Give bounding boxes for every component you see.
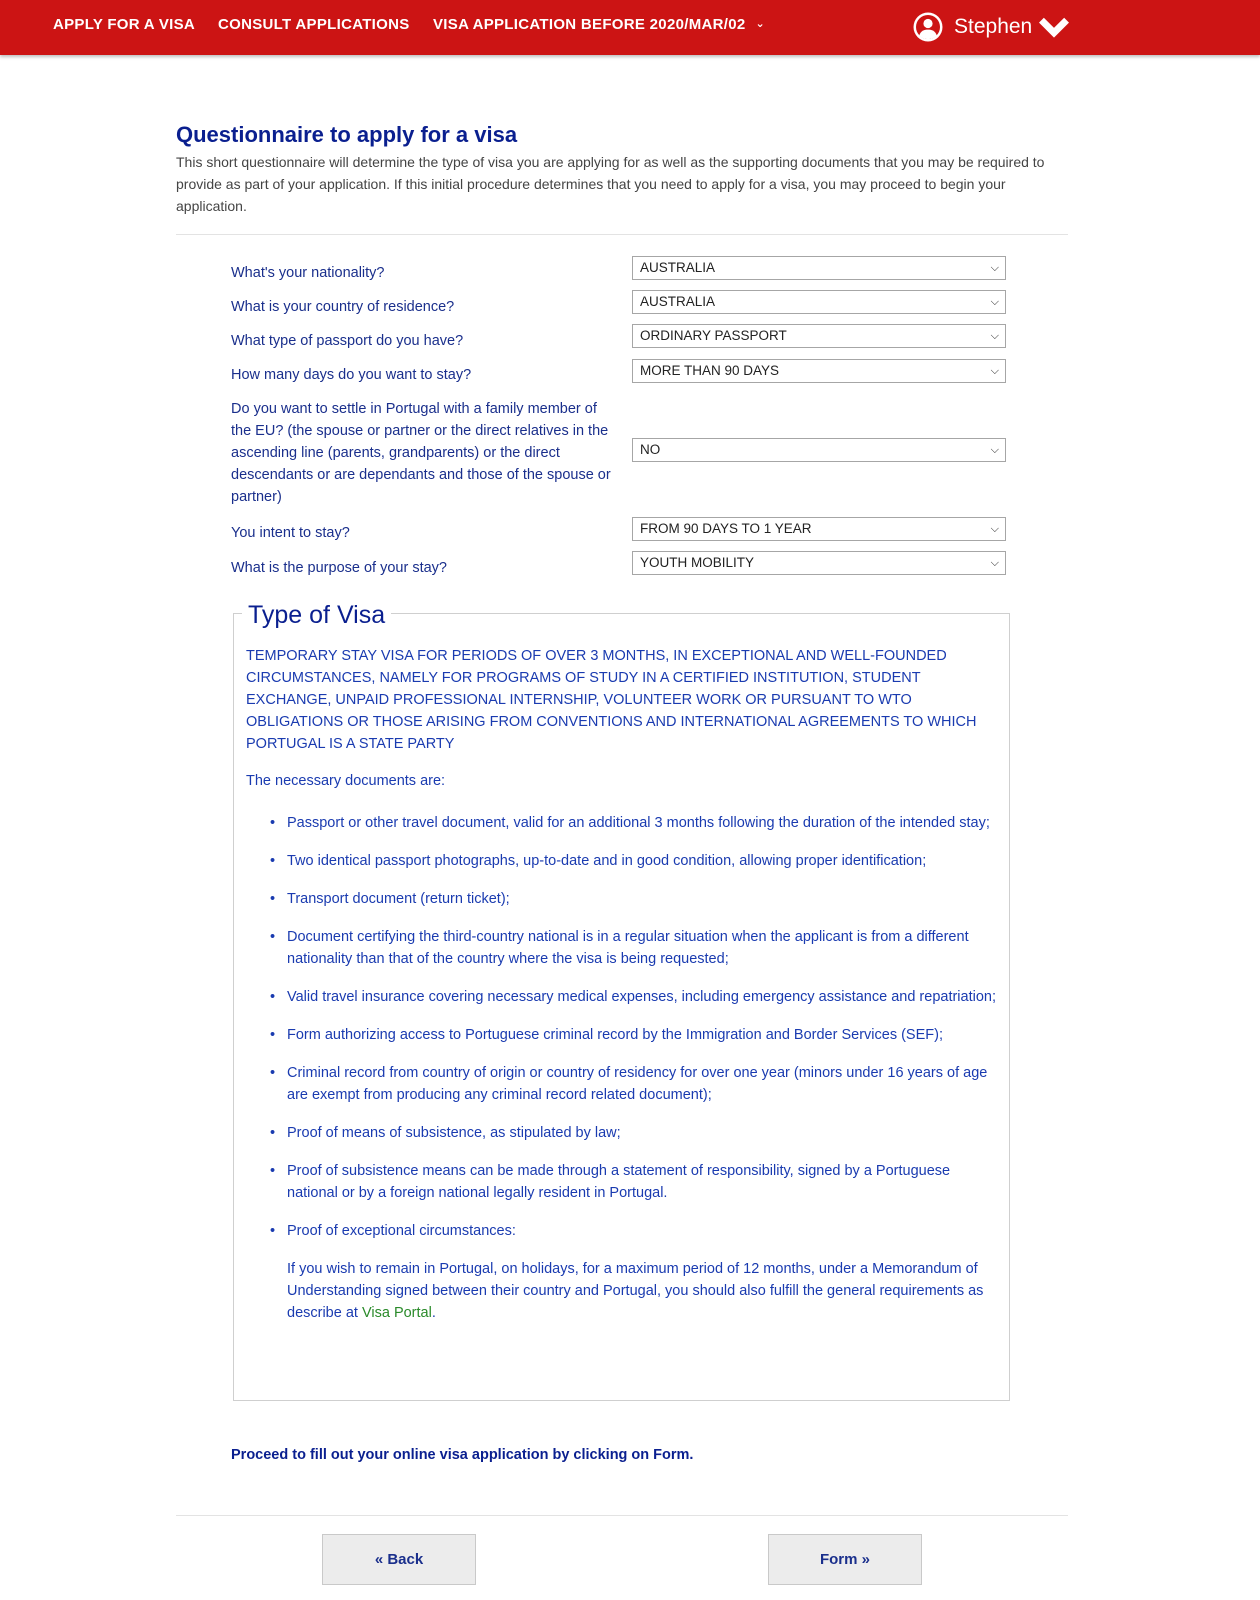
document-item-text: Criminal record from country of origin or country of residency for over one year (minors under 16 years of age are exempt from producing any criminal record related document); bbox=[287, 1065, 988, 1103]
document-item-text: Proof of means of subsistence, as stipulated by law; bbox=[287, 1125, 621, 1141]
chevron-down-icon: ⌵ bbox=[990, 557, 999, 569]
document-item-text: Document certifying the third-country national is in a regular situation when the applicant is from a different nationality than that of the country where the visa is being requested; bbox=[287, 929, 969, 967]
document-item: • Document certifying the third-country national is in a regular situation when the applicant is from a different nationality than that of the country where the visa is being requested; bbox=[270, 929, 969, 967]
back-button[interactable]: « Back bbox=[322, 1534, 476, 1585]
documents-list bbox=[266, 812, 996, 1340]
intent-stay-select[interactable] bbox=[632, 517, 1006, 541]
nav-apply-for-visa[interactable]: APPLY FOR A VISA bbox=[53, 16, 196, 33]
user-menu[interactable] bbox=[912, 9, 1080, 45]
visa-type-description: TEMPORARY STAY VISA FOR PERIODS OF OVER 3 MONTHS, IN EXCEPTIONAL AND WELL-FOUNDED CIRCUMSTANCES, NAMELY FOR PROGRAMS OF STUDY IN A CERTIFIED INSTITUTION, STUDENT EXCHANGE, UNPAID PROFESSIONAL INTERNSHIP, VOLUNTEER WORK OR PURSUANT TO WTO OBLIGATIONS OR THOSE ARISING FROM CONVENTIONS AND INTERNATIONAL AGREEMENTS TO WHICH PORTUGAL IS A STATE PARTY bbox=[246, 648, 977, 752]
visa-portal-link[interactable]: Visa Portal bbox=[361, 1305, 432, 1321]
exceptional-note bbox=[287, 1258, 996, 1324]
exceptional-note-text: If you wish to remain in Portugal, on holidays, for a maximum period of 12 months, under a Memorandum of Understanding signed between their country and Portugal, you should also fulfill the general requirements as describe at bbox=[287, 1261, 984, 1321]
documents-intro: The necessary documents are: bbox=[246, 773, 446, 789]
question-nationality-label: What's your nationality? bbox=[231, 265, 385, 281]
question-intent-stay-label: You intent to stay? bbox=[231, 525, 350, 541]
chevron-down-icon: ⌵ bbox=[990, 365, 999, 377]
purpose-select-value: YOUTH MOBILITY bbox=[640, 555, 755, 570]
visa-type-legend: Type of Visa bbox=[242, 598, 391, 632]
page-title: Questionnaire to apply for a visa bbox=[176, 122, 518, 147]
stay-days-select[interactable] bbox=[632, 359, 1006, 383]
document-item-text: Passport or other travel document, valid for an additional 3 months following the duration of the intended stay; bbox=[287, 815, 990, 831]
question-residence-label: What is your country of residence? bbox=[231, 299, 455, 315]
document-item: • Valid travel insurance covering necessary medical expenses, including emergency assistance and repatriation; bbox=[270, 989, 996, 1005]
user-circle-icon bbox=[912, 11, 944, 43]
passport-type-select-value: ORDINARY PASSPORT bbox=[640, 328, 787, 343]
chevron-down-icon: ⌵ bbox=[990, 444, 999, 456]
document-item-text: Two identical passport photographs, up-to-date and in good condition, allowing proper identification; bbox=[287, 853, 927, 869]
document-item: • Proof of exceptional circumstances: If you wish to remain in Portugal, on holidays, for a maximum period of 12 months, under a Memorandum of Understanding signed between their country and Portugal, you should also fulfill the general requirements as describe at Visa Portal. bbox=[266, 1220, 996, 1324]
nav-visa-application-before-2020-label: VISA APPLICATION BEFORE 2020/MAR/02 bbox=[433, 16, 746, 33]
document-item: • Passport or other travel document, valid for an additional 3 months following the duration of the intended stay; bbox=[270, 815, 990, 831]
document-item: • Criminal record from country of origin or country of residency for over one year (minors under 16 years of age are exempt from producing any criminal record related document); bbox=[270, 1065, 988, 1103]
document-item: • Proof of subsistence means can be made through a statement of responsibility, signed by a Portuguese national or by a foreign national legally resident in Portugal. bbox=[270, 1163, 951, 1201]
stay-days-select-value: MORE THAN 90 DAYS bbox=[640, 363, 780, 378]
nationality-select-value: AUSTRALIA bbox=[640, 260, 716, 275]
chevron-down-icon: ⌄ bbox=[755, 18, 766, 30]
intro-text: This short questionnaire will determine the type of visa you are applying for as well as the supporting documents that you may be required to provide as part of your application. If this initial procedure determines that you need to apply for a visa, you may proceed to begin your application. bbox=[176, 154, 1045, 214]
nationality-select[interactable] bbox=[632, 256, 1006, 280]
eu-family-select[interactable] bbox=[632, 438, 1006, 462]
residence-select[interactable] bbox=[632, 290, 1006, 314]
document-item: • Proof of means of subsistence, as stipulated by law; bbox=[270, 1125, 621, 1141]
purpose-select[interactable] bbox=[632, 551, 1006, 575]
chevron-down-icon bbox=[1038, 11, 1070, 43]
question-purpose-label: What is the purpose of your stay? bbox=[231, 560, 447, 576]
eu-family-select-value: NO bbox=[640, 442, 661, 457]
chevron-down-icon: ⌵ bbox=[990, 330, 999, 342]
residence-select-value: AUSTRALIA bbox=[640, 294, 716, 309]
divider-bottom bbox=[176, 1515, 1068, 1516]
form-button[interactable]: Form » bbox=[768, 1534, 922, 1585]
chevron-down-icon: ⌵ bbox=[990, 296, 999, 308]
nav-visa-application-before-2020[interactable] bbox=[433, 16, 765, 33]
intent-stay-select-value: FROM 90 DAYS TO 1 YEAR bbox=[640, 521, 812, 536]
divider-top bbox=[176, 234, 1068, 235]
question-eu-family-label: Do you want to settle in Portugal with a family member of the EU? (the spouse or partner or the direct relatives in the ascending line (parents, grandparents) or the direct descendants or are dependants and those of the spouse or partner) bbox=[231, 401, 611, 505]
document-item: • Two identical passport photographs, up-to-date and in good condition, allowing proper identification; bbox=[270, 853, 927, 869]
question-stay-days-label: How many days do you want to stay? bbox=[231, 367, 472, 383]
document-item-text: Form authorizing access to Portuguese criminal record by the Immigration and Border Services (SEF); bbox=[287, 1027, 943, 1043]
question-passport-type-label: What type of passport do you have? bbox=[231, 333, 464, 349]
passport-type-select[interactable] bbox=[632, 324, 1006, 348]
chevron-down-icon: ⌵ bbox=[990, 523, 999, 535]
chevron-down-icon: ⌵ bbox=[990, 262, 999, 274]
document-item-text: Valid travel insurance covering necessary medical expenses, including emergency assistance and repatriation; bbox=[287, 989, 996, 1005]
nav-consult-applications[interactable]: CONSULT APPLICATIONS bbox=[218, 16, 410, 33]
proceed-instruction: Proceed to fill out your online visa application by clicking on Form. bbox=[231, 1447, 694, 1463]
document-item-text: Proof of subsistence means can be made through a statement of responsibility, signed by a Portuguese national or by a foreign national legally resident in Portugal. bbox=[287, 1163, 951, 1201]
document-item-text: Proof of exceptional circumstances: bbox=[287, 1223, 516, 1239]
user-name: Stephen bbox=[954, 15, 1033, 38]
exceptional-note-suffix: . bbox=[431, 1305, 436, 1321]
document-item-text: Transport document (return ticket); bbox=[287, 891, 510, 907]
document-item: • Transport document (return ticket); bbox=[270, 891, 510, 907]
top-nav-bar bbox=[0, 0, 1260, 55]
document-item: • Form authorizing access to Portuguese criminal record by the Immigration and Border Services (SEF); bbox=[270, 1027, 943, 1043]
